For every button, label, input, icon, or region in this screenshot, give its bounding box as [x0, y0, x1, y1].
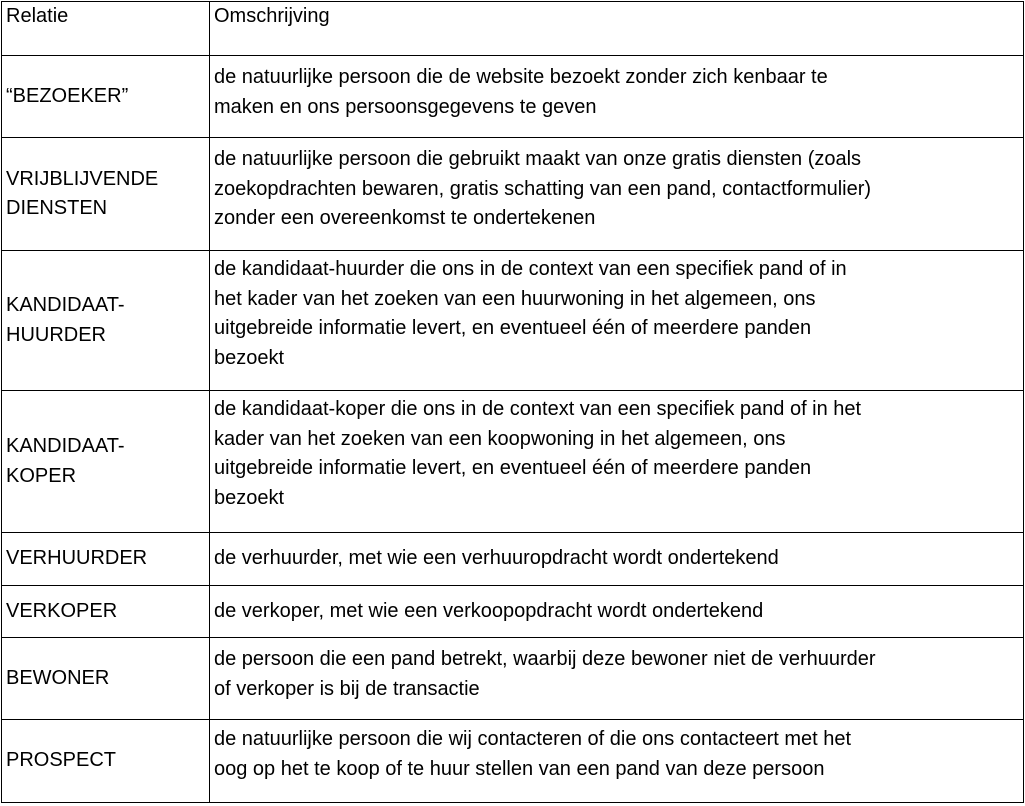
description-line: uitgebreide informatie levert, en eventueel één of meerdere panden	[214, 457, 812, 479]
relation-line: DIENSTEN	[6, 197, 108, 219]
relation-line: VERKOPER	[6, 599, 118, 622]
header-description-cell	[210, 2, 1024, 56]
header-relation-label: Relatie	[6, 5, 69, 27]
relation-line: KANDIDAAT-	[6, 435, 125, 457]
description-cell	[210, 56, 1024, 138]
description-cell	[210, 533, 1024, 586]
description-cell	[210, 251, 1024, 391]
description-cell	[210, 638, 1024, 720]
table-row	[2, 720, 1024, 803]
table-row	[2, 533, 1024, 586]
relations-table-body	[2, 2, 1024, 803]
description-line: de natuurlijke persoon die gebruikt maakt van onze gratis diensten (zoals	[214, 148, 862, 170]
relation-line: VRIJBLIJVENDE	[6, 167, 159, 190]
description-line: de natuurlijke persoon die de website bezoekt zonder zich kenbaar te	[214, 66, 828, 88]
description-line: uitgebreide informatie levert, en eventueel één of meerdere panden	[214, 317, 812, 339]
relation-cell	[2, 586, 210, 638]
relation-cell	[2, 638, 210, 720]
description-line: oog op het te koop of te huur stellen van een pand van deze persoon	[214, 757, 825, 780]
relation-line: KOPER	[6, 464, 77, 487]
description-cell	[210, 586, 1024, 638]
relation-line: BEWONER	[6, 666, 110, 689]
description-line: de kandidaat-koper die ons in de context van een specifiek pand of in het	[214, 398, 862, 420]
table-row	[2, 638, 1024, 720]
relation-cell	[2, 391, 210, 533]
description-line: zoekopdrachten bewaren, gratis schatting van een pand, contactformulier)	[214, 177, 872, 200]
relation-line: “BEZOEKER”	[6, 84, 129, 107]
description-line: de natuurlijke persoon die wij contacteren of die ons contacteert met het	[214, 728, 852, 750]
relation-cell	[2, 720, 210, 803]
relation-line: KANDIDAAT-	[6, 294, 125, 316]
relation-cell	[2, 251, 210, 391]
description-line: kader van het zoeken van een koopwoning in het algemeen, ons	[214, 427, 786, 450]
table-row	[2, 391, 1024, 533]
description-line: de verkoper, met wie een verkoopopdracht wordt ondertekend	[214, 599, 764, 622]
description-line: bezoekt	[214, 486, 285, 509]
table-row	[2, 138, 1024, 251]
relation-cell	[2, 138, 210, 251]
description-cell	[210, 391, 1024, 533]
relation-cell	[2, 56, 210, 138]
table-row	[2, 56, 1024, 138]
description-line: bezoekt	[214, 346, 285, 369]
relations-table	[1, 1, 1024, 803]
relation-line: HUURDER	[6, 323, 106, 346]
relation-cell	[2, 533, 210, 586]
header-relation-cell	[2, 2, 210, 56]
description-cell	[210, 138, 1024, 251]
description-line: maken en ons persoonsgegevens te geven	[214, 95, 597, 118]
description-line: de persoon die een pand betrekt, waarbij deze bewoner niet de verhuurder	[214, 648, 876, 670]
description-line: het kader van het zoeken van een huurwoning in het algemeen, ons	[214, 287, 816, 310]
description-line: de kandidaat-huurder die ons in de context van een specifiek pand of in	[214, 258, 847, 280]
description-line: zonder een overeenkomst te ondertekenen	[214, 207, 596, 229]
description-line: de verhuurder, met wie een verhuuropdracht wordt ondertekend	[214, 547, 779, 570]
header-description-label: Omschrijving	[214, 5, 330, 27]
description-cell	[210, 720, 1024, 803]
description-line: of verkoper is bij de transactie	[214, 677, 480, 700]
table-row	[2, 251, 1024, 391]
relation-line: PROSPECT	[6, 749, 117, 772]
table-header-row	[2, 2, 1024, 56]
relation-line: VERHUURDER	[6, 547, 148, 570]
table-row	[2, 586, 1024, 638]
